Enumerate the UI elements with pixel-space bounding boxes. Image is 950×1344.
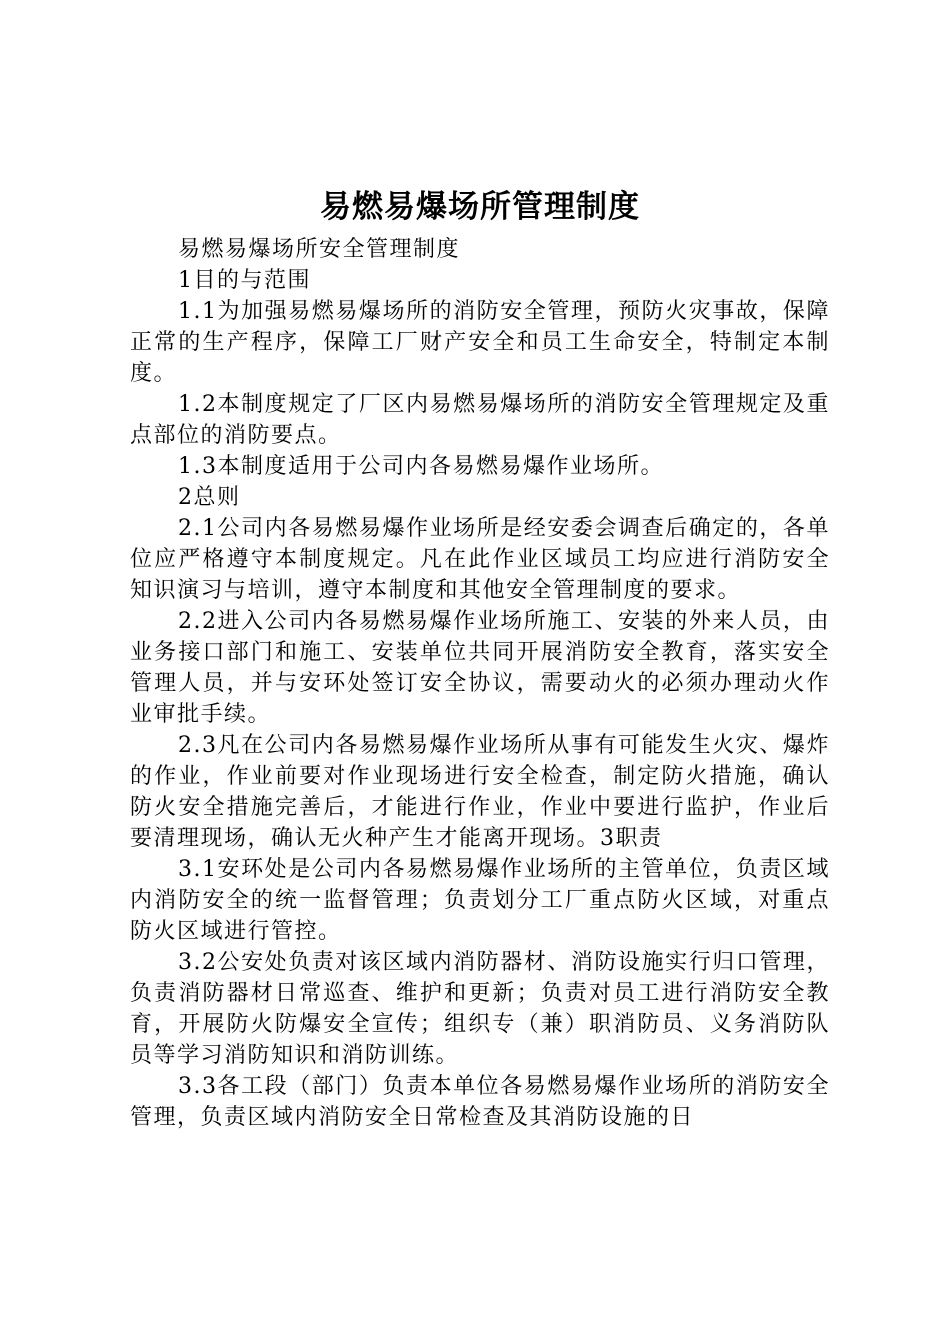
- paragraph: 易燃易爆场所安全管理制度: [178, 237, 461, 262]
- paragraph: 3.3各工段（部门）负责本单位各易燃易爆作业场所的消防安全管理，负责区域内消防安全日常检查及其消防设施的日: [130, 1074, 830, 1130]
- paragraph: 3.1安环处是公司内各易燃易爆作业场所的主管单位，负责区域内消防安全的统一监督管理；负责划分工厂重点防火区域，对重点防火区域进行管控。: [130, 857, 830, 944]
- paragraph: 1目的与范围: [178, 268, 311, 293]
- paragraph: 2总则: [178, 485, 241, 510]
- document-page: [130, 184, 830, 1133]
- paragraph: 1.1为加强易燃易爆场所的消防安全管理，预防火灾事故，保障正常的生产程序，保障工厂财产安全和员工生命安全，特制定本制度。: [130, 299, 830, 386]
- document-title: 易燃易爆场所管理制度: [320, 189, 640, 225]
- paragraph: 2.3凡在公司内各易燃易爆作业场所从事有可能发生火灾、爆炸的作业，作业前要对作业现场进行安全检查，制定防火措施，确认防火安全措施完善后，才能进行作业，作业中要进行监护，作业后要清理现场，确认无火种产生才能离开现场。3职责: [130, 733, 830, 851]
- paragraph: 2.2进入公司内各易燃易爆作业场所施工、安装的外来人员，由业务接口部门和施工、安装单位共同开展消防安全教育，落实安全管理人员，并与安环处签订安全协议，需要动火的必须办理动火作业审批手续。: [130, 609, 830, 727]
- paragraph: 2.1公司内各易燃易爆作业场所是经安委会调查后确定的，各单位应严格遵守本制度规定。凡在此作业区域员工均应进行消防安全知识演习与培训，遵守本制度和其他安全管理制度的要求。: [130, 516, 830, 603]
- paragraph: 3.2公安处负责对该区域内消防器材、消防设施实行归口管理，负责消防器材日常巡查、维护和更新；负责对员工进行消防安全教育，开展防火防爆安全宣传；组织专（兼）职消防员、义务消防队员等学习消防知识和消防训练。: [130, 950, 830, 1068]
- paragraph: 1.2本制度规定了厂区内易燃易爆场所的消防安全管理规定及重点部位的消防要点。: [130, 392, 830, 448]
- paragraph: 1.3本制度适用于公司内各易燃易爆作业场所。: [178, 454, 664, 479]
